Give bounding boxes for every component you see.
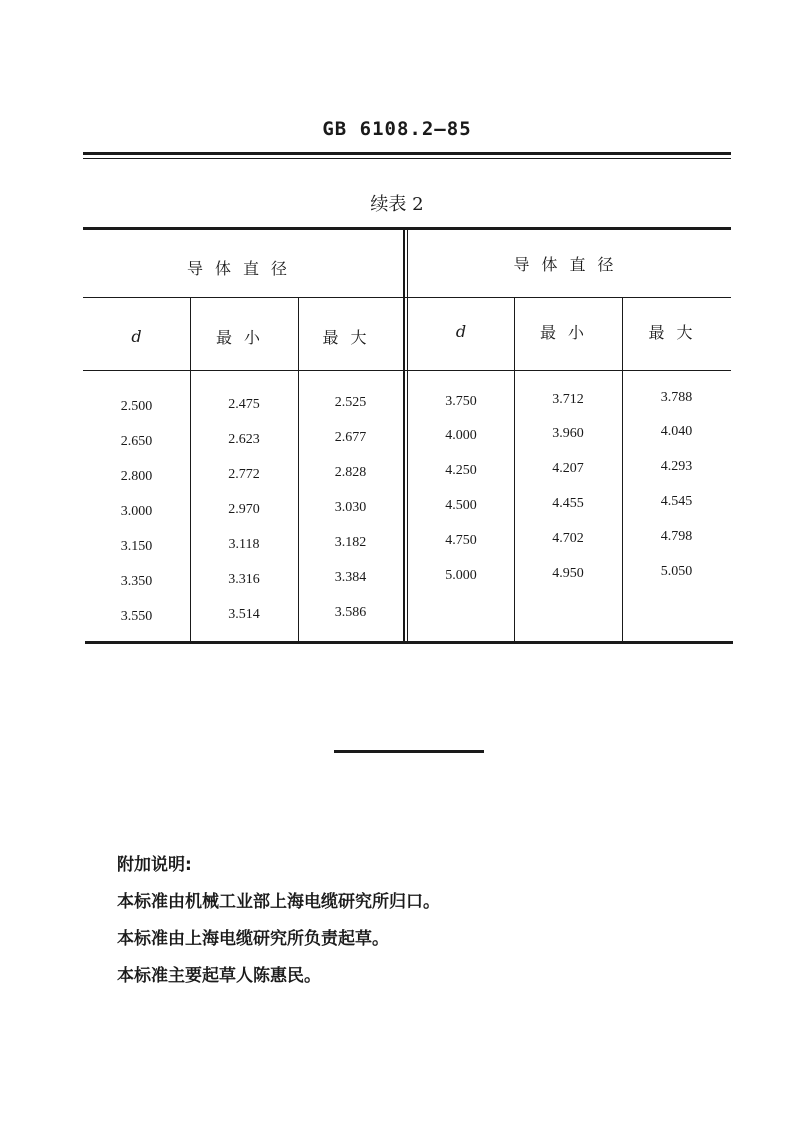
left-max-6: 3.384	[334, 570, 367, 585]
right-min-5: 4.702	[552, 531, 584, 546]
right-min-4: 4.455	[552, 496, 584, 511]
col-header-min-right: 最小	[539, 323, 596, 342]
right-d-5: 4.750	[445, 533, 477, 548]
col-header-max-right: 最大	[648, 323, 705, 342]
header-rule-thin	[83, 158, 731, 159]
left-min-1: 2.475	[228, 397, 260, 412]
right-min-1: 3.712	[552, 392, 584, 407]
col-header-d-right: d	[455, 322, 467, 341]
left-d-1: 2.500	[120, 399, 153, 414]
left-min-2: 2.623	[228, 432, 260, 447]
notes-line-3: 本标准主要起草人陈惠民。	[117, 966, 321, 986]
standard-number: GB 6108.2—85	[322, 118, 472, 140]
left-d-6: 3.350	[120, 574, 153, 589]
end-rule	[334, 750, 484, 753]
group-header-left: 导体直径	[186, 259, 299, 278]
group-header-right: 导体直径	[513, 255, 626, 274]
left-max-5: 3.182	[334, 535, 367, 550]
right-max-2: 4.040	[660, 424, 693, 439]
notes-heading: 附加说明:	[117, 855, 192, 875]
right-max-6: 5.050	[660, 564, 693, 579]
group-header-rule	[83, 297, 731, 298]
col-header-max-left: 最大	[322, 328, 379, 347]
right-min-3: 4.207	[552, 461, 584, 476]
right-d-1: 3.750	[445, 394, 477, 409]
left-d-7: 3.550	[120, 609, 153, 624]
left-max-2: 2.677	[334, 430, 367, 445]
additional-notes	[117, 850, 440, 998]
left-d-4: 3.000	[120, 504, 153, 519]
left-max-4: 3.030	[334, 500, 367, 515]
left-min-6: 3.316	[228, 572, 260, 587]
right-min-6: 4.950	[552, 566, 584, 581]
left-d-5: 3.150	[120, 539, 153, 554]
left-min-7: 3.514	[228, 607, 260, 622]
right-min-2: 3.960	[552, 426, 584, 441]
header-rule	[83, 152, 731, 155]
left-d-3: 2.800	[120, 469, 153, 484]
left-min-4: 2.970	[228, 502, 260, 517]
right-d-4: 4.500	[445, 498, 477, 513]
right-max-1: 3.788	[660, 390, 693, 405]
right-d-6: 5.000	[445, 568, 477, 583]
left-max-7: 3.586	[334, 605, 367, 620]
notes-line-2: 本标准由上海电缆研究所负责起草。	[117, 929, 389, 949]
right-max-5: 4.798	[660, 529, 693, 544]
center-separator	[403, 227, 405, 644]
table-bottom-rule	[85, 641, 733, 644]
col-header-min-left: 最小	[215, 328, 272, 347]
right-max-3: 4.293	[660, 459, 693, 474]
notes-line-1: 本标准由机械工业部上海电缆研究所归口。	[117, 892, 440, 912]
left-min-5: 3.118	[228, 537, 260, 552]
left-max-3: 2.828	[334, 465, 367, 480]
left-d-2: 2.650	[120, 434, 153, 449]
right-max-4: 4.545	[660, 494, 693, 509]
col-header-d-left: d	[131, 327, 142, 346]
table-subtitle: 续表 2	[370, 194, 424, 215]
col-header-rule	[83, 370, 731, 371]
left-min-3: 2.772	[228, 467, 260, 482]
left-max-1: 2.525	[334, 395, 367, 410]
right-d-2: 4.000	[445, 428, 477, 443]
right-d-3: 4.250	[445, 463, 477, 478]
